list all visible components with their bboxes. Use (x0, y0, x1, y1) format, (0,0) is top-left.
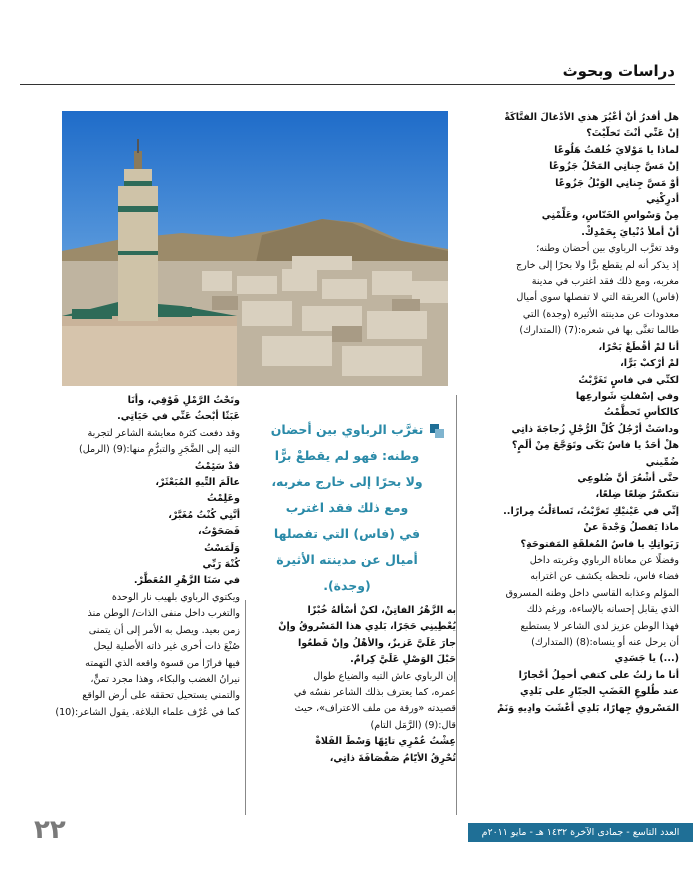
prose-line: ويكتوي الرباوي بلهيب نار الوحدة (111, 591, 240, 603)
prose-line: كما في عُرْف علماء البلاغة. يقول الشاعر:(10) (55, 706, 240, 718)
poem-line: أنا لمْ أقْطَعْ بَحْرًا، (598, 341, 679, 353)
prose-line: (فاس) العريقة التي لا تفصلها سوى أميال (516, 292, 679, 304)
prose-line: إن الرباوي عاش التيه والضياع طوال (313, 670, 456, 682)
poem-line: إنِّي في عَيْنيْكِ تَغرَّبْتُ، تَساءَلْتُ مِرارًا.. (503, 505, 679, 517)
poem-line: هل أقدرُ أنْ أعْبُرَ هذي الأدْغالَ الفتَّاكَةْ (504, 112, 679, 123)
poem-line: ماذا يَفصلُ وَجْدةَ عنْ (583, 522, 679, 534)
poem-line: عَبَثًا أبْحثُ عَنِّي في حَيَاتِي. (117, 411, 240, 423)
poem-line: عند طُلوعِ الغَضَبِ الجبّارِ على بَلدِي (519, 686, 679, 698)
poem-line: وَلَمَسْتُ (204, 542, 240, 554)
prose-line: فضاء فاس، نلحظه يكشف عن اغترابه (530, 571, 679, 583)
poem-line: لماذا يا مَوْلايَ خُلقتُ هَلُوعًا (554, 144, 679, 156)
pull-quote-line: أميال عن مدينته الأثيرة (276, 552, 418, 567)
poem-line: (...) يا جَسَدِي (614, 653, 679, 665)
poem-line: في سَنَا الزَّهْرِ المُعَطَّرْ. (133, 575, 240, 587)
poem-line: أنْ أملأ دُنْيايَ بِحَمْدِكْ. (581, 226, 679, 238)
prose-line: والتغرب داخل منفى الذات/ الوطن منذ (87, 608, 240, 620)
prose-line: نيرانُ الغضب والبكاء، وهذا مجرد تمنٍّ، (90, 673, 240, 685)
prose-line: أن يرحل عنه أو ينساه:(8) (المتدارك) (531, 637, 679, 648)
pull-quote-line: تغرَّب الرباوي بين أحضان (270, 422, 424, 437)
prose-line: طالما تغنَّى بها في شعره:(7) (المتدارك) (519, 325, 679, 337)
header-divider (20, 84, 675, 85)
poem-line: مِنْ وَسْواسِ الخَنّاسِ، وعَلِّمْنِي (541, 210, 679, 222)
pull-quote-line: ولا بحرًا إلى خارج مغربه، (271, 474, 423, 489)
section-title: دراسات وبحوث (562, 62, 675, 80)
poem-line: فَصَحَوْتُ، (198, 526, 240, 538)
poem-line: به الزَّهْرُ الفاتِنْ، لكنْ أسْألهُ خُبْزًا (307, 605, 456, 616)
poem-line: يُعْطِينِي حَجَرًا، بَلدِي هذا المَسْروقُ وإنْ (278, 621, 456, 633)
poem-line: حتَّى أشْعُرَ أنَّ ضُلوعِي (577, 472, 679, 484)
poem-line: لكنِّي في فاسٍ تَغَرَّبْتُ (578, 374, 679, 386)
poem-line: إنْ عَنِّي أنْتَ تَخلّيْتَ؟ (586, 128, 679, 140)
poem-line: كالكأسِ تَحطَّمْتُ (604, 407, 679, 419)
prose-line: مغربه، ومع ذلك فقد اغترب في مدينة (531, 276, 679, 288)
prose-line: قصيدته «ورقة من ملف الاعتراف»، حيث (294, 703, 456, 715)
middle-column-text (250, 603, 456, 767)
poem-line: أوْ مَسَّ جِنانِي الوَبْلُ جَزُوعًا (555, 177, 679, 189)
prose-line: وفضلًا عن معاناة الرباوي وغربته داخل (529, 554, 679, 566)
pull-quote-line: في (فاس) التي تفصلها (273, 526, 421, 541)
poem-line: تتكسَّرُ ضِلعًا ضِلعًا، (595, 489, 679, 501)
poem-line: ضُمِّيني (645, 456, 679, 468)
pull-quote (240, 417, 454, 599)
page-number: ٢٢ (34, 815, 66, 845)
poem-line: قدْ سَئِمْتُ (194, 460, 240, 472)
prose-line: إذ يذكر أنه لم يقطع برًّا ولا بحرًا إلى خارج (515, 259, 679, 271)
poem-line: رَبَواتِكِ يا فاسُ المُغلقَةِ المَفتوحَةِ؟ (520, 538, 679, 550)
prose-line: صُنْعَ ذات أخرى غير ذاته الأصلية ليحل (93, 641, 240, 653)
pull-quote-line: ومع ذلك فقد اغترب (285, 500, 409, 515)
poem-line: عِشْتُ عُمْرِي تائِهًا وَسْطَ الفَلاةْ (315, 736, 456, 748)
prose-line: عمره، كما يعترف بذلك الشاعر نفسُه في (293, 687, 456, 699)
prose-line: والتمني يستحيل تحققه على أرض الواقع (82, 690, 240, 702)
pull-quote-line: (وجدة). (323, 578, 371, 593)
poem-line: تُحْرِقُ الأيّامُ صَفْصَافَةَ ذاتِي، (329, 752, 456, 764)
prose-line: زمن بعيد. ويصل به الأمر إلى أن يتمنى (88, 624, 240, 636)
city-photo (62, 111, 448, 386)
prose-line: وقد تغرَّب الرباوي بين أحضان وطنه؛ (536, 243, 679, 255)
poem-line: أنا ما زلتُ على كتفي أحمِلُ أحْجارًا (518, 669, 679, 681)
prose-line: قال:(9) (الرَّمَل التام) (370, 719, 456, 731)
poem-line: حَبْلَ الوَصْلِ عَلَيَّ كِرامٌ. (350, 654, 456, 666)
poem-line: لمْ أرْكبْ بَرًّا، (620, 358, 679, 370)
poem-line: وفي إسْفلتِ شَوارعِها (575, 390, 679, 402)
poem-line: هلْ أحَدٌ يا فاسُ بَكَى وتَوَجَّعَ مِنْ ألَمٍ؟ (511, 440, 679, 452)
issue-footer-bar: العدد التاسع - جمادى الآخرة ١٤٣٢ هـ - مايو ٢٠١١م (468, 823, 693, 842)
left-column-text (20, 393, 240, 721)
prose-line: فيها فرارًا من قسوة واقعه الذي التهمته (85, 657, 240, 669)
poem-line: جارَ عَلَيَّ عَزيزٌ، والأهْلُ وإنْ قَطعُوا (297, 637, 456, 649)
prose-line: الذي يقابل إحسانه بالإساءة، ورغم ذلك (526, 604, 679, 616)
prose-line: التيه إلى الضَّجَرِ والتبرُّمِ منها:(9) (الرمل) (79, 444, 240, 456)
poem-line: المَسْروقِ جِهارًا، بَلدِي أعْشَبَ وادِيهِ وَنَمْ (497, 702, 679, 714)
prose-line: المؤلم وعذابه القاسي داخل وطنه المسروق (505, 587, 679, 599)
poem-line: وعَلِمْتُ (206, 493, 240, 505)
poem-line: وداسَتْ أرْجُلُ كُلِّ الرُّجْلِ زُجاجَةَ ذاتِي (511, 423, 679, 435)
poem-line: وتَحْتُ الرَّمْلِ فَوْقِي، وأنَا (127, 395, 240, 406)
poem-line: أنَّنِي كُنْتُ مُغَبَّرْ، (168, 509, 240, 521)
prose-line: فهذا الوطن عزيز لدى الشاعر لا يستطيع (520, 620, 679, 632)
poem-line: أدرِكْنِي (646, 194, 679, 206)
prose-line: وقد دفعت كثرة معايشة الشاعر لتجربة (87, 427, 240, 439)
pull-quote-line: وطنه: فهو لم يقطعْ برًّا (274, 448, 420, 463)
poem-line: عالَمَ التِّيهِ المُبَعْثَرْ، (155, 477, 240, 489)
poem-line: كُنْهَ رَبِّي (202, 559, 240, 571)
prose-line: معدودات عن مدينته الأثيرة (وجدة) التي (522, 308, 679, 320)
right-column-text (449, 110, 679, 717)
column-divider (245, 600, 246, 815)
poem-line: إنْ مَسَّ جِنانِي المَحْلُ جَزُوعًا (549, 161, 679, 173)
